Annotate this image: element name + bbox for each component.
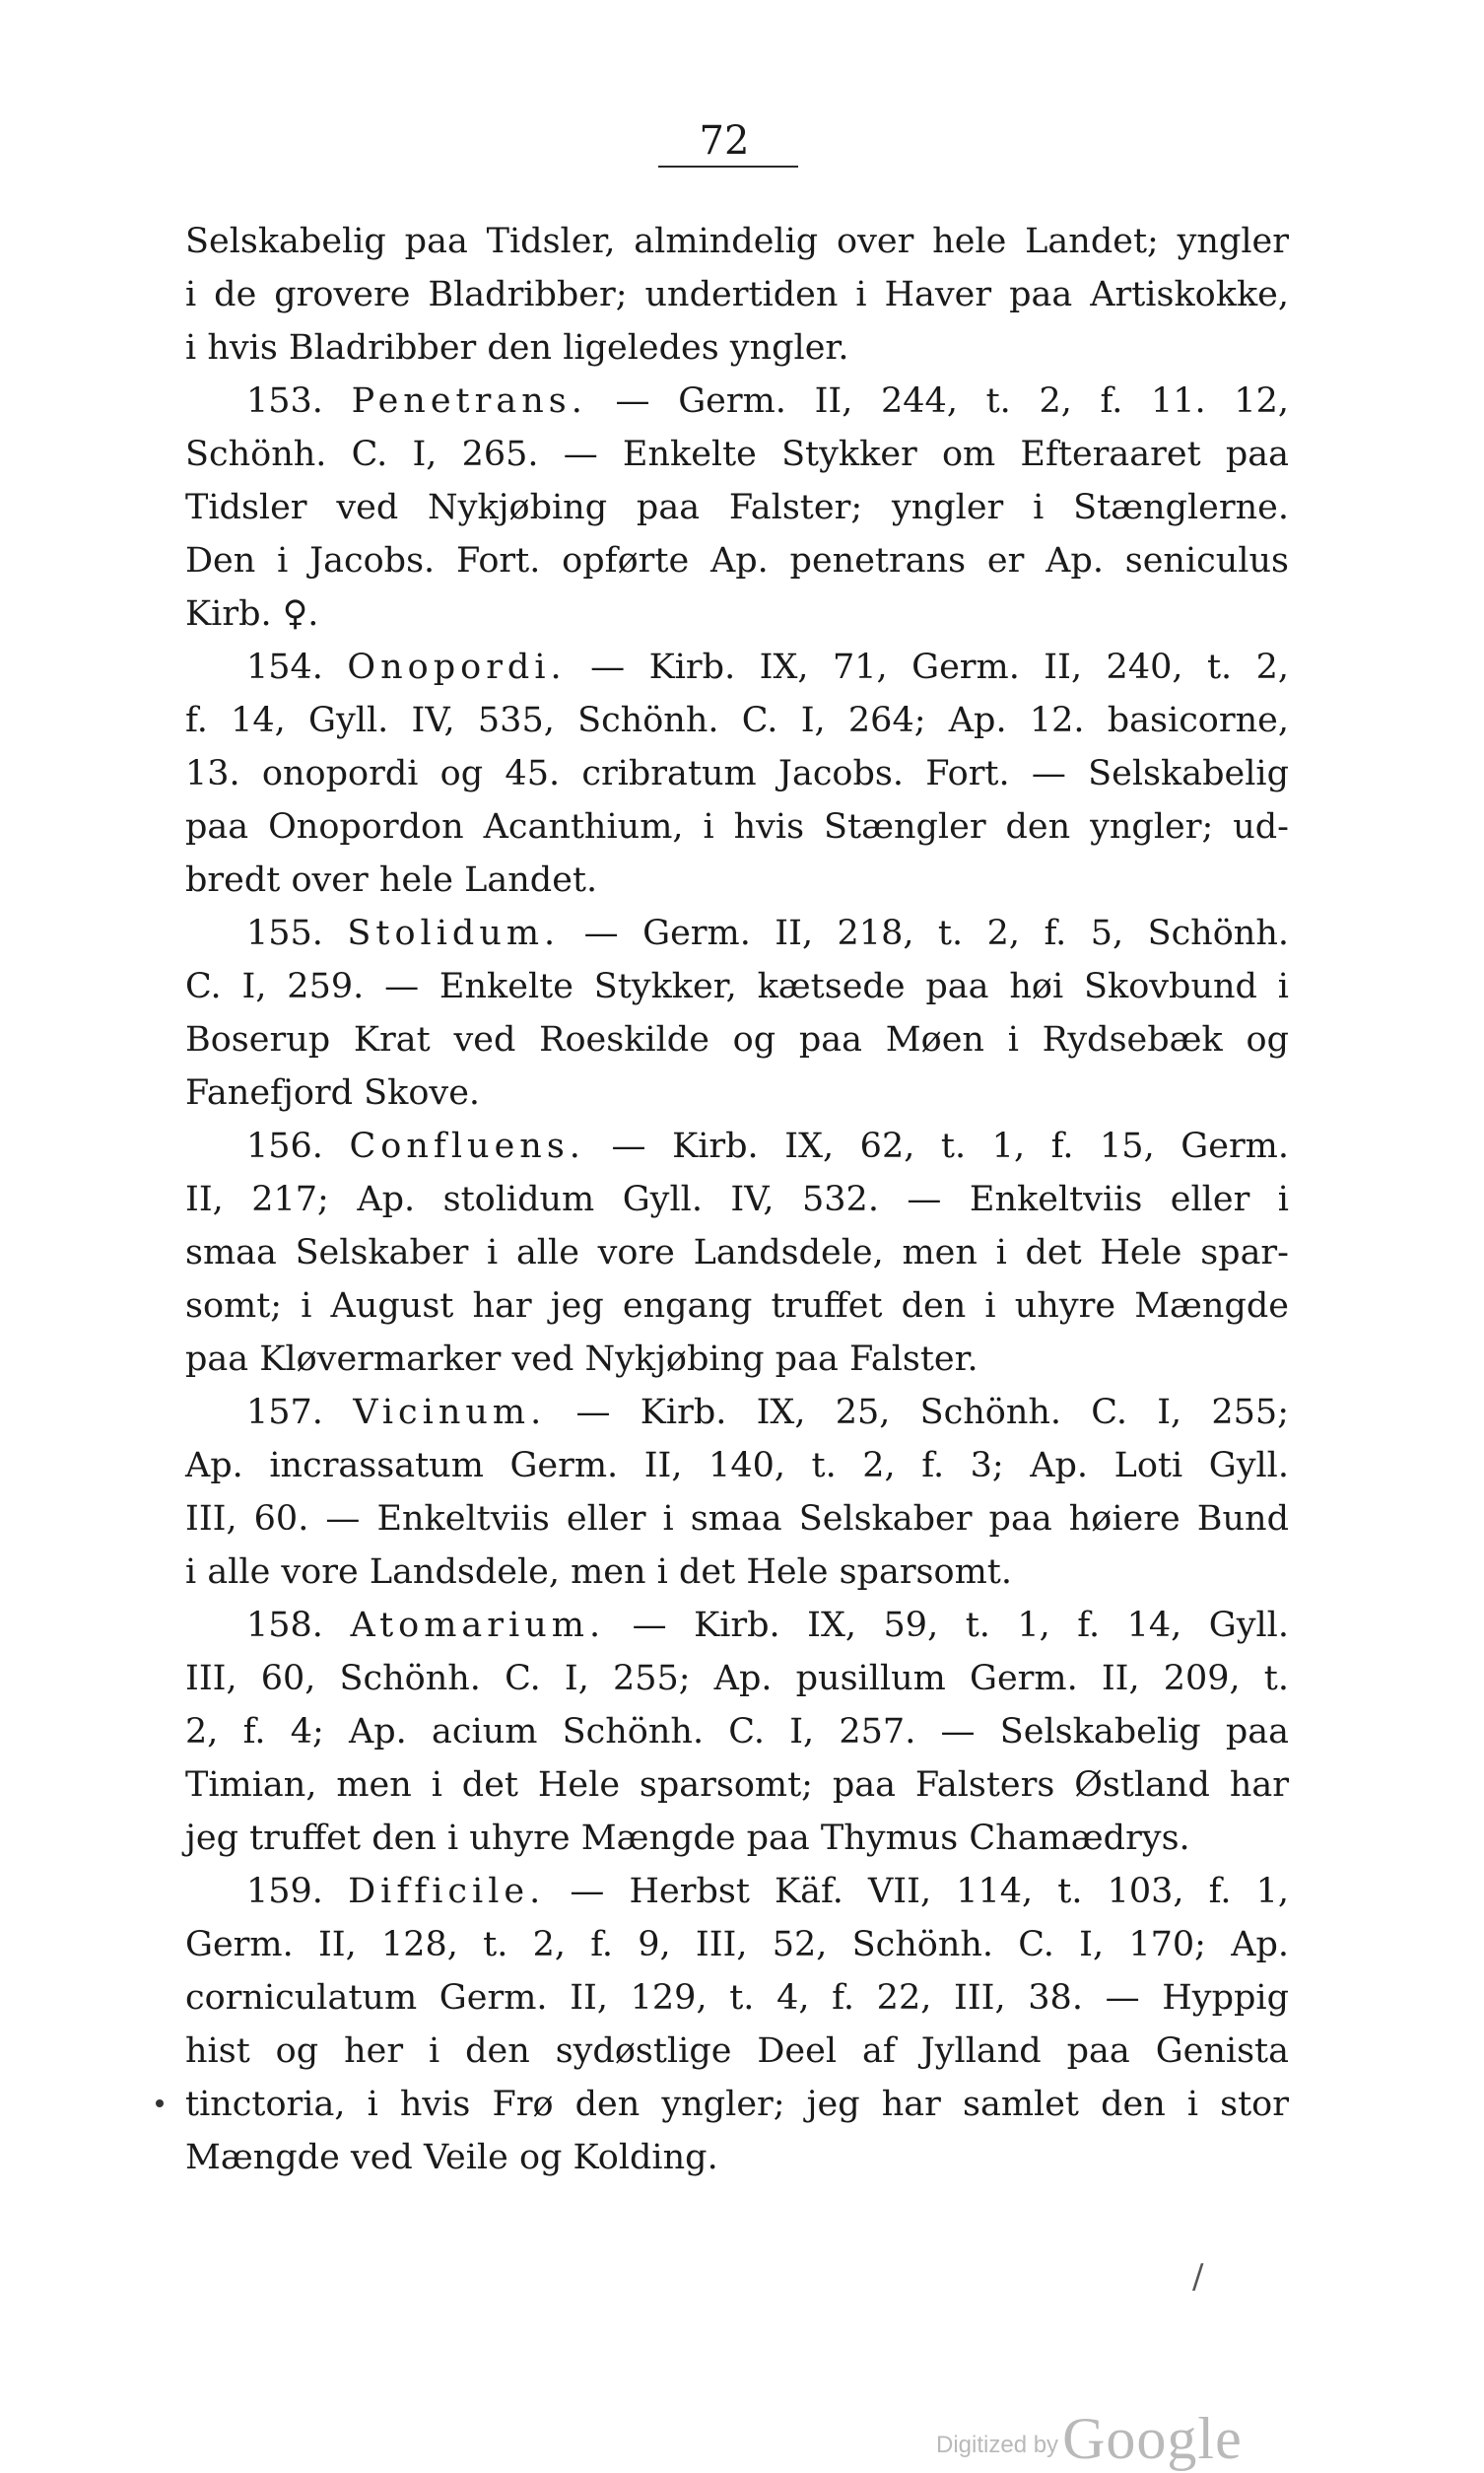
text-line: Den i Jacobs. Fort. opførte Ap. penetrans er Ap. seniculus [185, 541, 1289, 581]
species-name: Vicinum. [353, 1393, 547, 1432]
text-line: Ap. incrassatum Germ. II, 140, t. 2, f. 3; Ap. Loti Gyll. [185, 1446, 1289, 1485]
entry-heading-line: 159. Difficile. — Herbst Käf. VII, 114, t. 103, f. 1, [246, 1872, 1289, 1911]
text-line: bredt over hele Landet. [185, 860, 598, 900]
page-number: 72 [699, 118, 750, 164]
body-text [185, 215, 1289, 2184]
text-line: i hvis Bladribber den ligeledes yngler. [185, 328, 849, 368]
text-line: somt; i August har jeg engang truffet den i uhyre Mængde [185, 1286, 1289, 1326]
text-line: jeg truffet den i uhyre Mængde paa Thymus Chamædrys. [185, 1819, 1190, 1858]
text-line: II, 217; Ap. stolidum Gyll. IV, 532. — Enkeltviis eller i [185, 1180, 1289, 1219]
text-line: smaa Selskaber i alle vore Landsdele, men i det Hele spar- [185, 1233, 1289, 1272]
species-name: Atomarium. [350, 1606, 606, 1645]
text-line: Kirb. ♀. [185, 594, 319, 634]
watermark-prefix: Digitized by [936, 2432, 1059, 2458]
text-line: i de grovere Bladribber; undertiden i Haver paa Artiskokke, [185, 275, 1289, 314]
text-line: tinctoria, i hvis Frø den yngler; jeg har samlet den i stor [185, 2085, 1289, 2124]
text-line: Tidsler ved Nykjøbing paa Falster; yngler i Stænglerne. [185, 488, 1289, 527]
text-line: Boserup Krat ved Roeskilde og paa Møen i Rydsebæk og [185, 1020, 1289, 1060]
text-line: paa Onopordon Acanthium, i hvis Stængler den yngler; ud- [185, 807, 1289, 847]
text-line: i alle vore Landsdele, men i det Hele sparsomt. [185, 1552, 1012, 1592]
text-line: Mængde ved Veile og Kolding. [185, 2138, 718, 2177]
entry-heading-line: 157. Vicinum. — Kirb. IX, 25, Schönh. C. I, 255; [246, 1393, 1289, 1432]
text-line: 2, f. 4; Ap. acium Schönh. C. I, 257. — Selskabelig paa [185, 1712, 1289, 1752]
digitized-watermark [936, 2405, 1243, 2473]
text-line: f. 14, Gyll. IV, 535, Schönh. C. I, 264; Ap. 12. basicorne, [185, 701, 1289, 740]
google-logo: Google [1062, 2406, 1243, 2471]
entry-heading-line: 154. Onopordi. — Kirb. IX, 71, Germ. II, 240, t. 2, [246, 648, 1289, 687]
text-line: corniculatum Germ. II, 129, t. 4, f. 22, III, 38. — Hyppig [185, 1978, 1289, 2018]
species-name: Onopordi. [347, 648, 567, 687]
text-line: III, 60, Schönh. C. I, 255; Ap. pusillum Germ. II, 209, t. [185, 1659, 1289, 1698]
species-name: Stolidum. [347, 914, 561, 953]
entry-heading-line: 153. Penetrans. — Germ. II, 244, t. 2, f. 11. 12, [246, 381, 1290, 421]
stray-comma-mark: / [1192, 2257, 1204, 2297]
species-name: Penetrans. [351, 381, 587, 421]
text-line: III, 60. — Enkeltviis eller i smaa Selskaber paa høiere Bund [185, 1499, 1289, 1539]
entry-heading-line: 156. Confluens. — Kirb. IX, 62, t. 1, f. 15, Germ. [246, 1127, 1289, 1166]
text-line: Timian, men i det Hele sparsomt; paa Falsters Østland har [185, 1765, 1289, 1805]
page-number-rule [658, 166, 798, 168]
text-line: Schönh. C. I, 265. — Enkelte Stykker om Efteraaret paa [185, 435, 1289, 474]
species-name: Confluens. [349, 1127, 585, 1166]
text-line: C. I, 259. — Enkelte Stykker, kætsede paa høi Skovbund i [185, 967, 1289, 1006]
text-line: 13. onopordi og 45. cribratum Jacobs. Fort. — Selskabelig [185, 754, 1289, 793]
text-line: Germ. II, 128, t. 2, f. 9, III, 52, Schönh. C. I, 170; Ap. [185, 1925, 1289, 1964]
text-line: paa Kløvermarker ved Nykjøbing paa Falster. [185, 1340, 978, 1379]
text-line: hist og her i den sydøstlige Deel af Jylland paa Genista [185, 2031, 1289, 2071]
text-line: Fanefjord Skove. [185, 1073, 481, 1113]
stray-dot-mark [156, 2099, 164, 2107]
species-name: Difficile. [348, 1872, 546, 1911]
entry-heading-line: 158. Atomarium. — Kirb. IX, 59, t. 1, f. 14, Gyll. [246, 1606, 1289, 1645]
entry-heading-line: 155. Stolidum. — Germ. II, 218, t. 2, f. 5, Schönh. [246, 914, 1290, 953]
text-line: Selskabelig paa Tidsler, almindelig over hele Landet; yngler [185, 222, 1289, 261]
